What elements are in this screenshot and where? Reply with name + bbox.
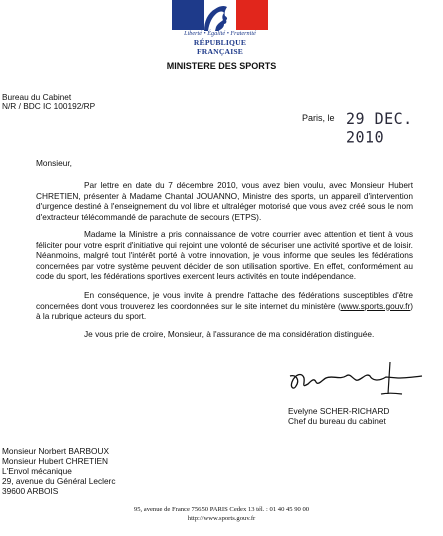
- paragraph-3: [36, 290, 413, 322]
- recipient-line: Monsieur Hubert CHRETIEN: [2, 456, 109, 466]
- recipient-line: 29, avenue du Général Leclerc: [2, 476, 116, 486]
- closing-formula: Je vous prie de croire, Monsieur, à l'assurance de ma considération distinguée.: [84, 329, 375, 339]
- footer-website-link[interactable]: http://www.sports.gouv.fr: [187, 515, 256, 522]
- paragraph-1: Par lettre en date du 7 décembre 2010, vous avez bien voulu, avec Monsieur Hubert CHRETIEN, présenter à Madame Chantal JOUANNO, Ministre des sports, un appareil d'intervention d'urgence destiné à l'enseignement du vol libre et ultraléger motorisé que vous avez créé sous le nom d'extracteur télécommandé de parachute de secours (ETPS).: [36, 180, 413, 222]
- marianne-logo: [170, 0, 270, 56]
- paragraph-2: Madame la Ministre a pris connaissance de votre courrier avec attention et tient à vous féliciter pour votre esprit d'initiative qui rejoint une volonté de sécuriser une activité sportive et de loisir. Néanmoins, malgré tout l'intérêt porté à votre innovation, je vous informe que seules les fédérations concernées par votre système peuvent décider de son utilisation sportive. En effet, conformément au code du sport, les fédérations sportives exercent leurs activités en toute indépendance.: [36, 229, 413, 282]
- marianne-profile-icon: [200, 1, 236, 31]
- salutation: Monsieur,: [36, 158, 72, 168]
- signatory-name: Evelyne SCHER-RICHARD: [288, 406, 390, 416]
- ministry-website-link[interactable]: www.sports.gouv.fr: [340, 300, 411, 311]
- place-label: Paris, le: [302, 113, 335, 123]
- paragraph-3-text-end: ) à la rubrique acteurs du sport.: [36, 300, 413, 322]
- paragraph-3-text-start: En conséquence, je vous invite à prendre l'attache des fédérations susceptibles d'être concernées dont vous trouverez les coordonnées sur le site internet du ministère (: [36, 290, 413, 311]
- footer-address: 95, avenue de France 75650 PARIS Cedex 13 tél. : 01 40 45 90 00: [133, 506, 310, 513]
- recipient-line: 39600 ARBOIS: [2, 486, 59, 496]
- recipient-line: Monsieur Norbert BARBOUX: [2, 446, 109, 456]
- handwritten-signature: [286, 360, 426, 398]
- date-stamp: 29 DEC. 2010: [346, 109, 413, 147]
- recipient-line: L'Envol mécanique: [2, 466, 72, 476]
- ministry-title: MINISTERE DES SPORTS: [166, 61, 277, 71]
- republic-name: RÉPUBLIQUE FRANÇAISE: [193, 38, 247, 56]
- footer-website: [0, 515, 443, 522]
- sender-reference: N/R / BDC IC 100192/RP: [2, 101, 96, 111]
- sender-office: Bureau du Cabinet: [2, 92, 72, 102]
- signatory-title: Chef du bureau du cabinet: [288, 416, 386, 426]
- republic-motto: Liberté • Égalité • Fraternité: [184, 30, 256, 37]
